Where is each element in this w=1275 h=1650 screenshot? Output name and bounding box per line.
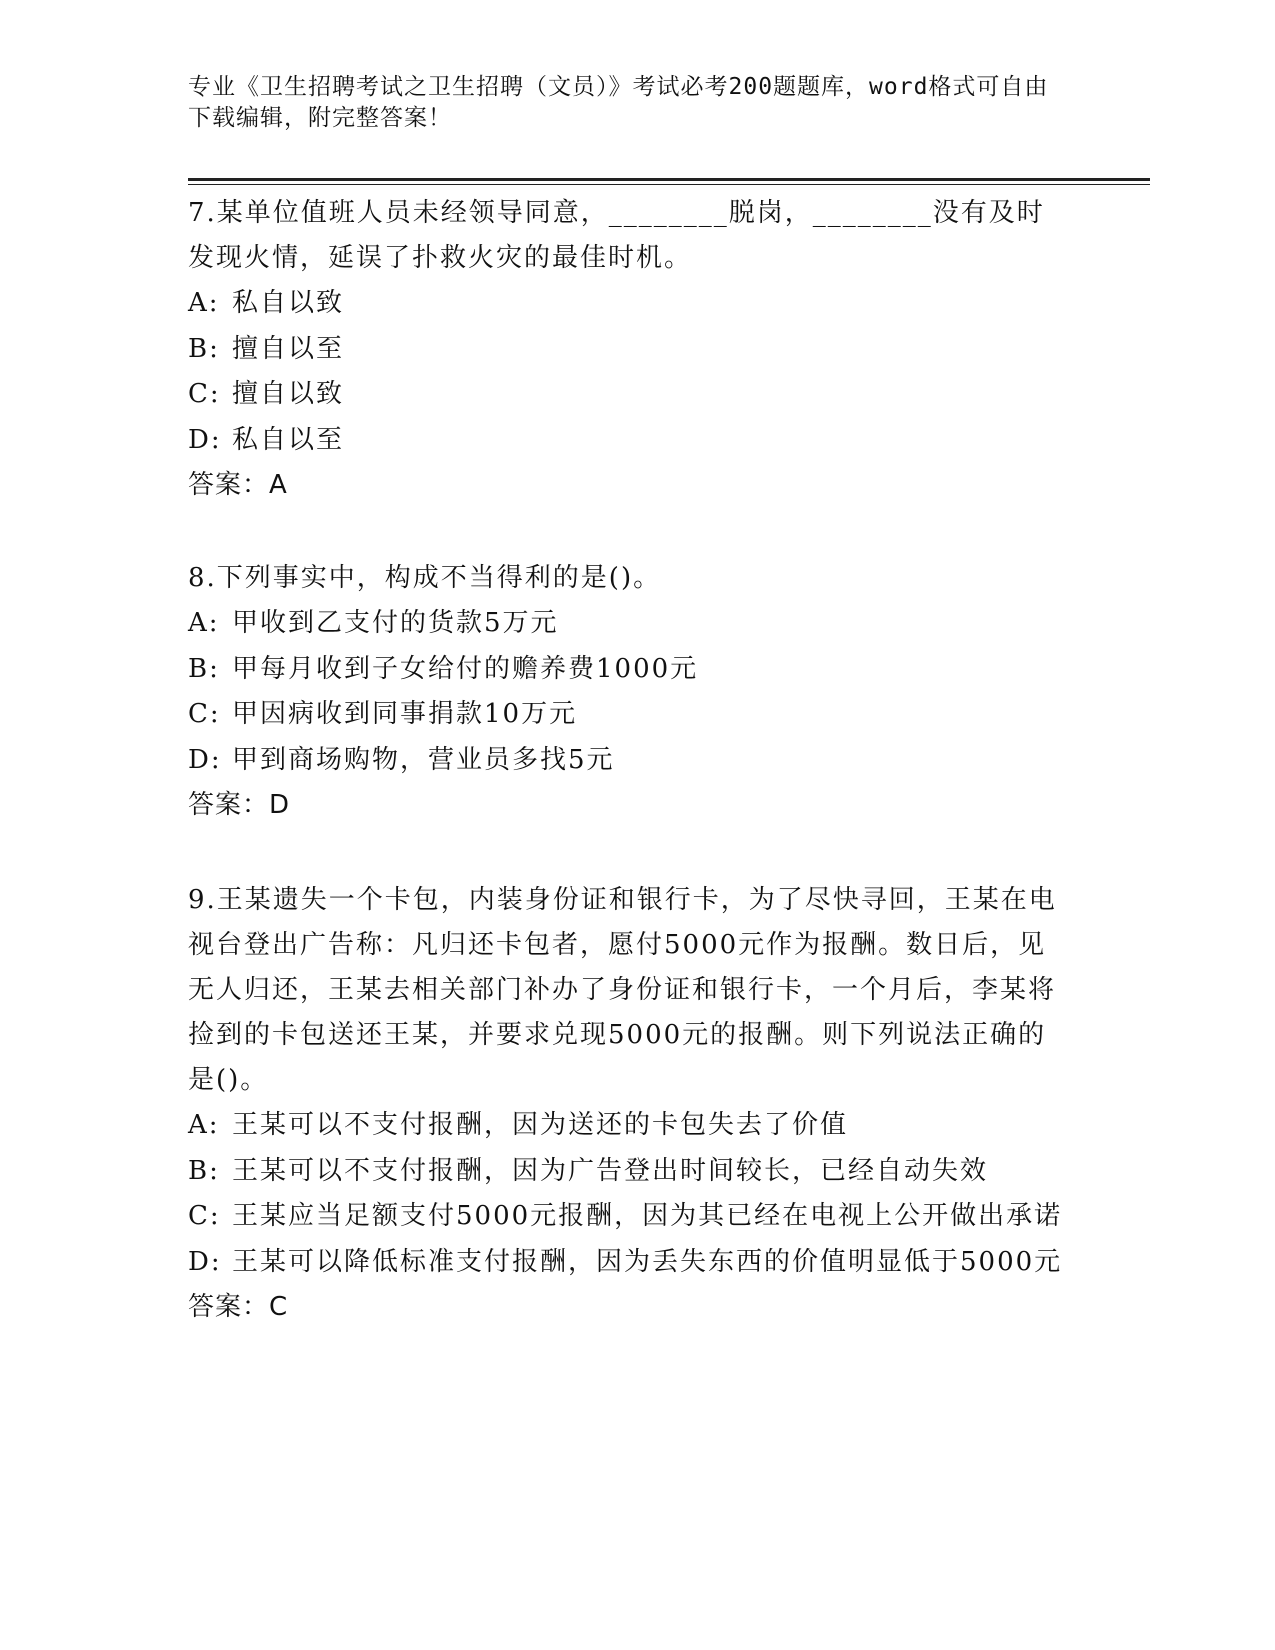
header-divider-thin (188, 184, 1150, 185)
option-text: 私自以致 (232, 288, 345, 318)
answer-line: 答案：A (188, 470, 288, 500)
option-a (188, 601, 1068, 647)
option-b (188, 327, 1068, 373)
option-letter: A: (188, 608, 220, 638)
option-b (188, 1149, 1068, 1195)
option-text: 甲到商场购物，营业员多找5元 (232, 744, 615, 775)
question-8 (188, 553, 1068, 828)
option-c (188, 1194, 1068, 1240)
option-d (188, 738, 1068, 784)
question-spacer (188, 828, 1068, 875)
question-9 (188, 875, 1068, 1330)
option-text: 甲因病收到同事捐款10万元 (232, 699, 578, 729)
option-letter: C: (188, 1201, 221, 1231)
option-b (188, 647, 1068, 693)
answer-line: 答案：D (188, 790, 291, 820)
question-text: 8.下列事实中，构成不当得利的是()。 (188, 563, 662, 593)
question-list (188, 188, 1068, 1330)
option-letter: A: (188, 1110, 220, 1140)
option-text: 擅自以致 (232, 379, 345, 409)
option-letter: A: (188, 288, 220, 318)
option-text: 私自以至 (232, 424, 345, 455)
option-letter: C: (188, 699, 221, 729)
question-text: 7.某单位值班人员未经领导同意，________脱岗，________没有及时发现火情，延误了扑救火灾的最佳时机。 (188, 198, 1045, 273)
option-letter: B: (188, 1155, 220, 1186)
option-text: 王某应当足额支付5000元报酬，因为其已经在电视上公开做出承诺 (232, 1201, 1063, 1231)
document-header: 专业《卫生招聘考试之卫生招聘（文员）》考试必考200题题库，word格式可自由下载编辑，附完整答案！ (188, 74, 1049, 131)
option-text: 王某可以不支付报酬，因为送还的卡包失去了价值 (232, 1110, 849, 1140)
option-d (188, 418, 1068, 464)
option-a (188, 281, 1068, 327)
question-text: 9.王某遗失一个卡包，内装身份证和银行卡，为了尽快寻回，王某在电视台登出广告称：凡归还卡包者，愿付5000元作为报酬。数日后，见无人归还，王某去相关部门补办了身份证和银行卡，一个月后，李某将捡到的卡包送还王某，并要求兑现5000元的报酬。则下列说法正确的是()。 (188, 885, 1057, 1095)
option-text: 甲每月收到子女给付的赡养费1000元 (232, 653, 699, 684)
option-text: 擅自以至 (232, 333, 345, 364)
option-a (188, 1103, 1068, 1149)
question-7 (188, 188, 1068, 508)
question-spacer (188, 508, 1068, 553)
option-letter: C: (188, 379, 221, 409)
option-d (188, 1240, 1068, 1286)
answer-line: 答案：C (188, 1292, 289, 1322)
option-letter: B: (188, 653, 220, 684)
option-c (188, 692, 1068, 738)
option-letter: D: (188, 1246, 222, 1277)
option-c (188, 372, 1068, 418)
option-letter: D: (188, 424, 222, 455)
option-text: 甲收到乙支付的货款5万元 (232, 608, 559, 638)
option-text: 王某可以降低标准支付报酬，因为丢失东西的价值明显低于5000元 (232, 1246, 1063, 1277)
option-letter: B: (188, 333, 220, 364)
option-text: 王某可以不支付报酬，因为广告登出时间较长，已经自动失效 (232, 1155, 989, 1186)
option-letter: D: (188, 744, 222, 775)
header-divider-thick (188, 178, 1150, 181)
